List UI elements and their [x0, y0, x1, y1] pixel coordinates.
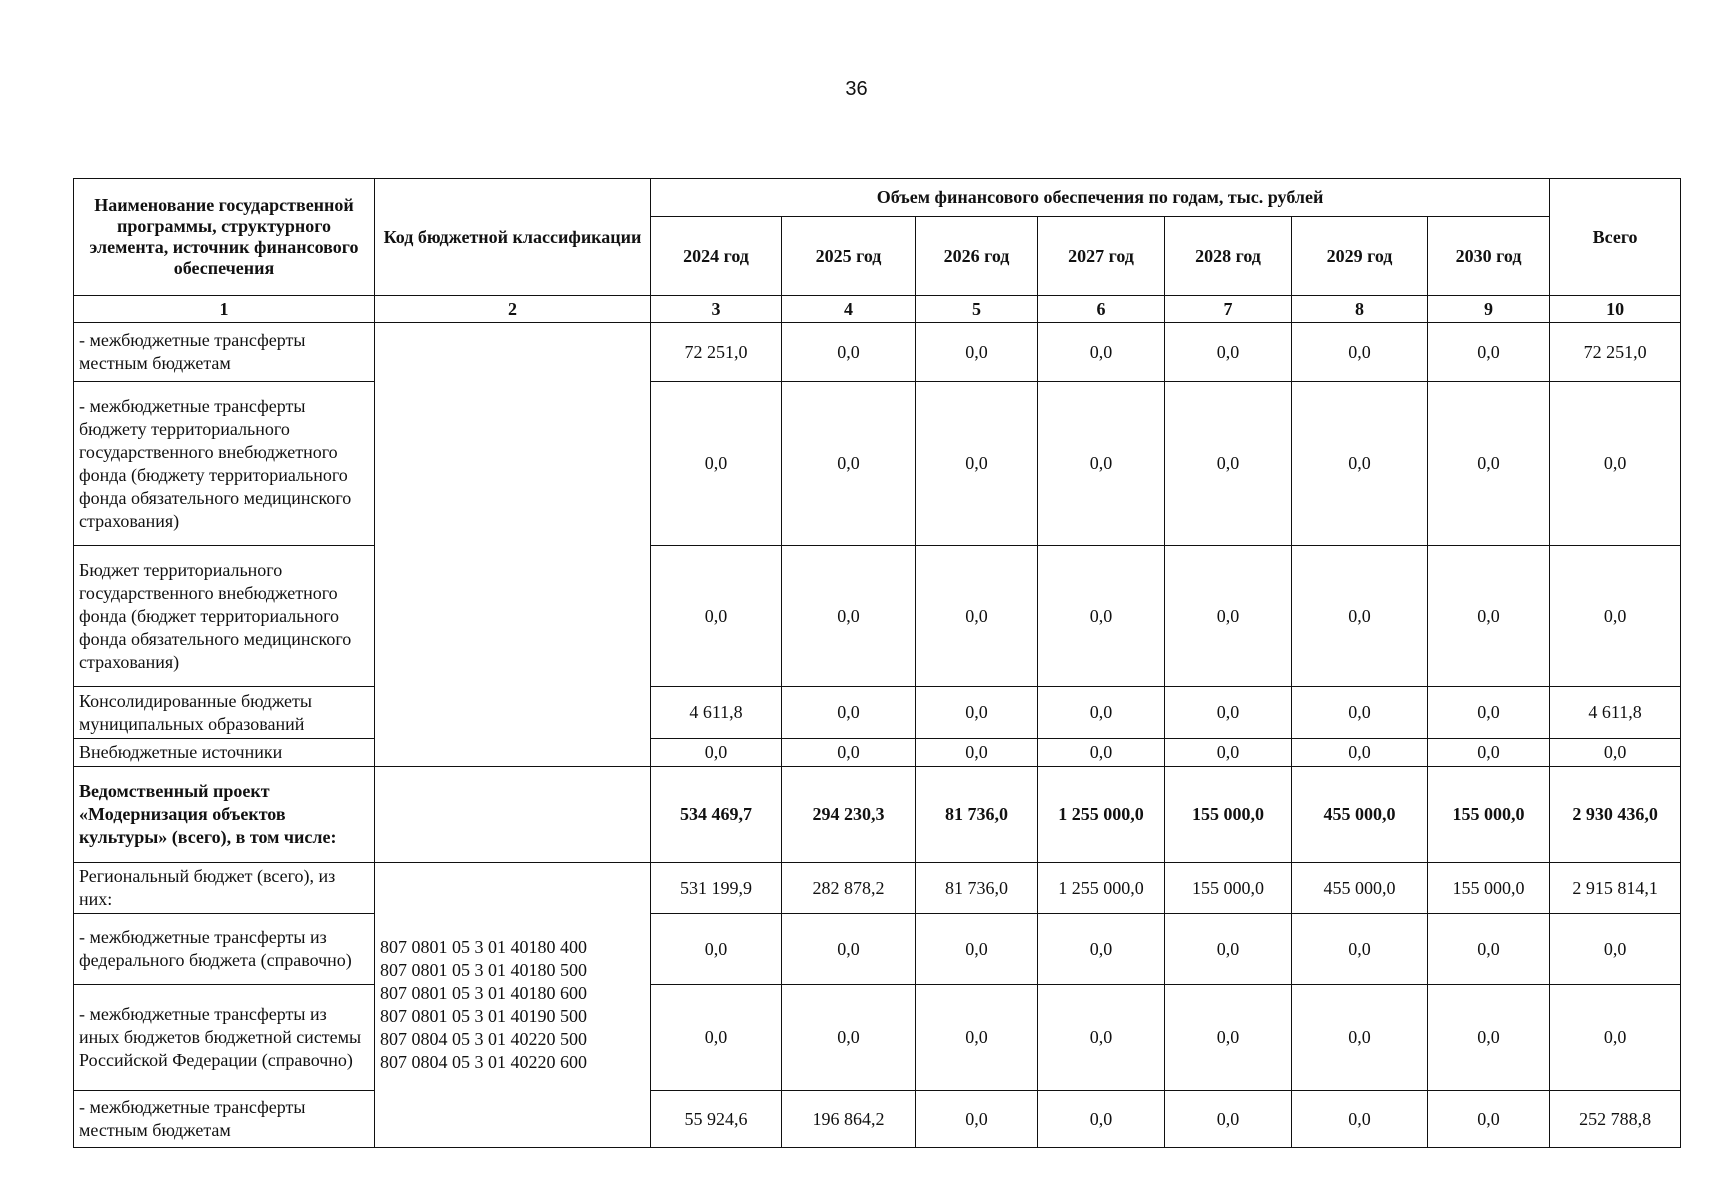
value-cell: 455 000,0	[1292, 767, 1428, 863]
value-cell: 0,0	[1165, 546, 1292, 687]
value-cell: 0,0	[1165, 985, 1292, 1091]
total-cell: 0,0	[1550, 739, 1681, 767]
value-cell: 155 000,0	[1428, 767, 1550, 863]
row-name: Бюджет территориального государственного внебюджетного фонда (бюджет территориального фонда обязательного медицинского страхования)	[74, 546, 375, 687]
table-row	[74, 767, 1681, 863]
total-cell: 252 788,8	[1550, 1091, 1681, 1148]
total-cell: 72 251,0	[1550, 323, 1681, 382]
row-name: Внебюджетные источники	[74, 739, 375, 767]
value-cell: 155 000,0	[1428, 863, 1550, 914]
value-cell: 4 611,8	[651, 687, 782, 739]
value-cell: 0,0	[651, 739, 782, 767]
value-cell: 0,0	[782, 382, 916, 546]
value-cell: 155 000,0	[1165, 863, 1292, 914]
value-cell: 81 736,0	[916, 767, 1038, 863]
code-cell-empty	[375, 323, 651, 767]
page-number: 36	[845, 78, 868, 100]
code-cell-empty	[375, 767, 651, 863]
value-cell: 0,0	[1428, 546, 1550, 687]
value-cell: 0,0	[916, 985, 1038, 1091]
value-cell: 0,0	[1428, 985, 1550, 1091]
row-name: Ведомственный проект «Модернизация объектов культуры» (всего), в том числе:	[74, 767, 375, 863]
header-code: Код бюджетной классификации	[375, 179, 651, 296]
value-cell: 0,0	[1428, 687, 1550, 739]
value-cell: 0,0	[651, 985, 782, 1091]
value-cell: 0,0	[1165, 914, 1292, 985]
value-cell: 0,0	[1038, 985, 1165, 1091]
total-cell: 4 611,8	[1550, 687, 1681, 739]
row-name: Региональный бюджет (всего), из них:	[74, 863, 375, 914]
table-row	[74, 546, 1681, 687]
value-cell: 0,0	[1292, 739, 1428, 767]
value-cell: 0,0	[916, 914, 1038, 985]
value-cell: 0,0	[1428, 323, 1550, 382]
value-cell: 0,0	[1428, 382, 1550, 546]
value-cell: 282 878,2	[782, 863, 916, 914]
value-cell: 1 255 000,0	[1038, 767, 1165, 863]
total-cell: 0,0	[1550, 546, 1681, 687]
value-cell: 0,0	[1292, 1091, 1428, 1148]
value-cell: 0,0	[1165, 739, 1292, 767]
total-cell: 0,0	[1550, 382, 1681, 546]
value-cell: 72 251,0	[651, 323, 782, 382]
value-cell: 1 255 000,0	[1038, 863, 1165, 914]
value-cell: 196 864,2	[782, 1091, 916, 1148]
total-cell: 0,0	[1550, 914, 1681, 985]
total-cell: 2 915 814,1	[1550, 863, 1681, 914]
value-cell: 0,0	[916, 687, 1038, 739]
header-year: 2029 год	[1292, 217, 1428, 296]
value-cell: 0,0	[1292, 985, 1428, 1091]
header-year: 2030 год	[1428, 217, 1550, 296]
value-cell: 0,0	[1165, 323, 1292, 382]
value-cell: 0,0	[782, 985, 916, 1091]
value-cell: 0,0	[916, 1091, 1038, 1148]
value-cell: 0,0	[1038, 323, 1165, 382]
value-cell: 0,0	[651, 546, 782, 687]
value-cell: 534 469,7	[651, 767, 782, 863]
table-row	[74, 1091, 1681, 1148]
value-cell: 0,0	[1292, 546, 1428, 687]
table-row	[74, 323, 1681, 382]
row-name: - межбюджетные трансферты из иных бюджетов бюджетной системы Российской Федерации (справочно)	[74, 985, 375, 1091]
value-cell: 55 924,6	[651, 1091, 782, 1148]
value-cell: 0,0	[651, 382, 782, 546]
value-cell: 0,0	[1292, 323, 1428, 382]
value-cell: 0,0	[916, 739, 1038, 767]
budget-codes: 807 0801 05 3 01 40180 400 807 0801 05 3 01 40180 500 807 0801 05 3 01 40180 600 807 0801 05 3 01 40190 500 807 0804 05 3 01 40220 500 807 0804 05 3 01 40220 600	[375, 863, 651, 1148]
header-volume-group: Объем финансового обеспечения по годам, тыс. рублей	[651, 179, 1550, 217]
value-cell: 0,0	[1038, 382, 1165, 546]
value-cell: 0,0	[1038, 1091, 1165, 1148]
value-cell: 0,0	[1428, 914, 1550, 985]
table-row	[74, 739, 1681, 767]
column-number: 9	[1428, 296, 1550, 323]
column-number: 10	[1550, 296, 1681, 323]
value-cell: 0,0	[782, 546, 916, 687]
value-cell: 0,0	[1428, 739, 1550, 767]
column-number: 7	[1165, 296, 1292, 323]
column-number: 2	[375, 296, 651, 323]
value-cell: 81 736,0	[916, 863, 1038, 914]
total-cell: 2 930 436,0	[1550, 767, 1681, 863]
value-cell: 155 000,0	[1165, 767, 1292, 863]
header-year: 2025 год	[782, 217, 916, 296]
column-number: 5	[916, 296, 1038, 323]
header-name: Наименование государственной программы, структурного элемента, источник финансового обеспечения	[74, 179, 375, 296]
value-cell: 0,0	[651, 914, 782, 985]
header-year: 2028 год	[1165, 217, 1292, 296]
column-number: 8	[1292, 296, 1428, 323]
value-cell: 0,0	[1165, 382, 1292, 546]
header-year: 2024 год	[651, 217, 782, 296]
table-row	[74, 863, 1681, 914]
row-name: - межбюджетные трансферты местным бюджетам	[74, 1091, 375, 1148]
table-row	[74, 382, 1681, 546]
value-cell: 0,0	[1292, 382, 1428, 546]
column-number: 1	[74, 296, 375, 323]
column-number: 3	[651, 296, 782, 323]
value-cell: 0,0	[782, 914, 916, 985]
table-row	[74, 985, 1681, 1091]
total-cell: 0,0	[1550, 985, 1681, 1091]
row-name: - межбюджетные трансферты из федерального бюджета (справочно)	[74, 914, 375, 985]
value-cell: 0,0	[782, 323, 916, 382]
financing-table	[73, 178, 1681, 1148]
value-cell: 531 199,9	[651, 863, 782, 914]
value-cell: 0,0	[1292, 914, 1428, 985]
value-cell: 0,0	[1038, 739, 1165, 767]
value-cell: 0,0	[916, 546, 1038, 687]
table-row	[74, 687, 1681, 739]
value-cell: 455 000,0	[1292, 863, 1428, 914]
row-name: Консолидированные бюджеты муниципальных образований	[74, 687, 375, 739]
header-year: 2027 год	[1038, 217, 1165, 296]
header-year: 2026 год	[916, 217, 1038, 296]
value-cell: 0,0	[1038, 914, 1165, 985]
column-number: 4	[782, 296, 916, 323]
value-cell: 294 230,3	[782, 767, 916, 863]
row-name: - межбюджетные трансферты бюджету территориального государственного внебюджетного фонда (бюджету территориального фонда обязательного медицинского страхования)	[74, 382, 375, 546]
value-cell: 0,0	[1038, 546, 1165, 687]
row-name: - межбюджетные трансферты местным бюджетам	[74, 323, 375, 382]
value-cell: 0,0	[1292, 687, 1428, 739]
value-cell: 0,0	[1165, 1091, 1292, 1148]
value-cell: 0,0	[1165, 687, 1292, 739]
value-cell: 0,0	[782, 739, 916, 767]
column-number: 6	[1038, 296, 1165, 323]
value-cell: 0,0	[916, 382, 1038, 546]
table-row	[74, 914, 1681, 985]
value-cell: 0,0	[1428, 1091, 1550, 1148]
value-cell: 0,0	[1038, 687, 1165, 739]
value-cell: 0,0	[782, 687, 916, 739]
value-cell: 0,0	[916, 323, 1038, 382]
header-total: Всего	[1550, 179, 1681, 296]
